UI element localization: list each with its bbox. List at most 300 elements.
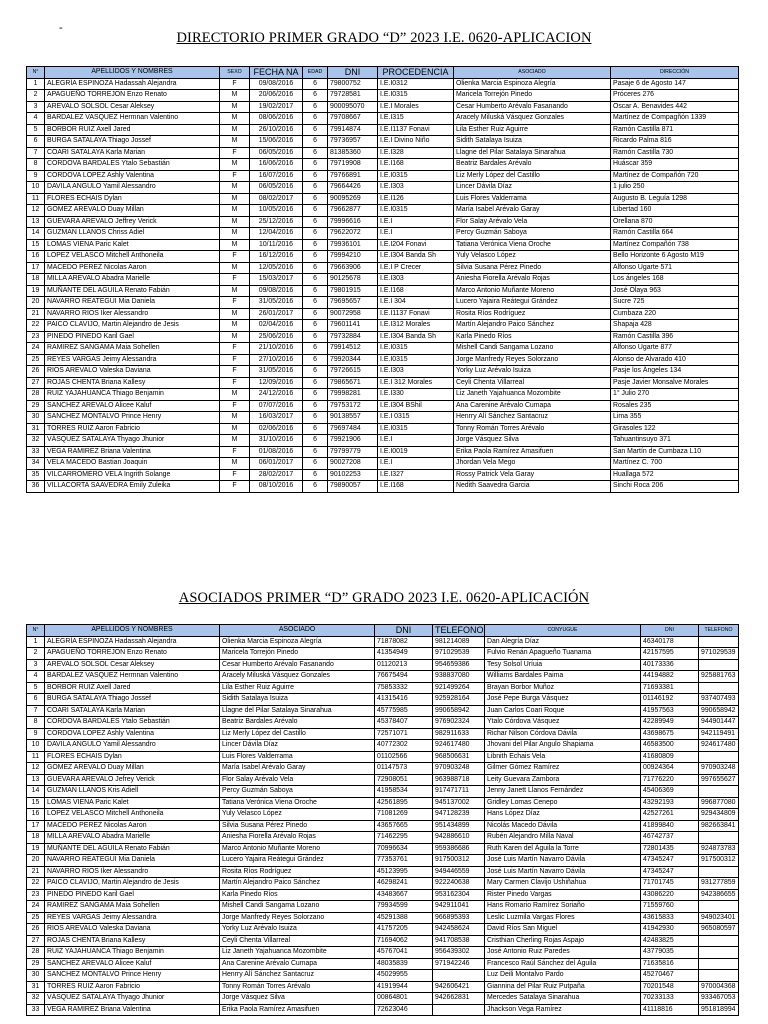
cell-address: 1° Julio 270 bbox=[611, 389, 739, 401]
cell-number: 27 bbox=[27, 935, 45, 947]
table-row bbox=[27, 648, 739, 660]
table-row bbox=[27, 636, 739, 648]
cell-associate: Silvia Susana Pérez Pinedo bbox=[220, 820, 375, 832]
cell-associate: Aniesha Fiorella Arévalo Rojas bbox=[454, 274, 611, 286]
cell-associate-phone: 942886610 bbox=[433, 832, 485, 844]
cell-number: 26 bbox=[27, 366, 45, 378]
cell-student-name: VÁSQUEZ SATALAYA Thyago Jhunior bbox=[45, 435, 220, 447]
cell-associate: María Isabel Arévalo Garay bbox=[454, 205, 611, 217]
cell-student-name: FLORES ECHAIS Dylan bbox=[45, 193, 220, 205]
cell-spouse-phone: 933467053 bbox=[699, 993, 739, 1005]
cell-origin: I.E.I1137 Fonavi bbox=[378, 124, 454, 136]
cell-associate: Ana Carenine Arévalo Cumapa bbox=[454, 400, 611, 412]
cell-sex: F bbox=[220, 400, 250, 412]
table-row bbox=[27, 694, 739, 706]
cell-number: 32 bbox=[27, 435, 45, 447]
cell-spouse-phone bbox=[699, 935, 739, 947]
cell-student-name: CORDOVA LOPEZ Ashly Valentina bbox=[45, 728, 220, 740]
cell-student-name: GÓMEZ AREVALO Duay Millan bbox=[45, 205, 220, 217]
cell-sex: M bbox=[220, 193, 250, 205]
cell-associate: Liz Janeth Yajahuanca Mozombite bbox=[454, 389, 611, 401]
cell-spouse: Jenny Janett Llanos Fernández bbox=[485, 786, 641, 798]
cell-dni: 79920344 bbox=[328, 354, 378, 366]
cell-age: 6 bbox=[303, 159, 328, 171]
cell-associate-phone: 925928164 bbox=[433, 694, 485, 706]
cell-student-name: RAMIREZ SANGAMA Maia Sohellen bbox=[45, 343, 220, 355]
table-row bbox=[27, 774, 739, 786]
cell-associate-dni: 75853332 bbox=[375, 682, 433, 694]
cell-dni: 79695657 bbox=[328, 297, 378, 309]
cell-spouse-dni: 44194882 bbox=[641, 671, 699, 683]
cell-student-name: GÓMEZ AREVALO Duay Millan bbox=[45, 763, 220, 775]
col-spouse-phone: TELEFONO bbox=[699, 625, 739, 637]
cell-student-name: BURGA SATALAYA Thiago Jossef bbox=[45, 694, 220, 706]
cell-associate-dni: 01147573 bbox=[375, 763, 433, 775]
cell-dni: 79753172 bbox=[328, 400, 378, 412]
table-row bbox=[27, 412, 739, 424]
cell-number: 36 bbox=[27, 481, 45, 493]
cell-number: 21 bbox=[27, 866, 45, 878]
cell-spouse-dni: 46742737 bbox=[641, 832, 699, 844]
cell-origin: I.E.I bbox=[378, 458, 454, 470]
cell-origin: I.E.I327 bbox=[378, 469, 454, 481]
cell-number: 31 bbox=[27, 981, 45, 993]
cell-age: 6 bbox=[303, 262, 328, 274]
cell-age: 6 bbox=[303, 124, 328, 136]
cell-number: 19 bbox=[27, 843, 45, 855]
table-row bbox=[27, 912, 739, 924]
cell-associate: Flor Salay Arévalo Vela bbox=[454, 216, 611, 228]
table-row bbox=[27, 935, 739, 947]
cell-associate-phone: 949446559 bbox=[433, 866, 485, 878]
cell-address: Tahuantinsuyo 371 bbox=[611, 435, 739, 447]
cell-associate-dni: 46298241 bbox=[375, 878, 433, 890]
cell-address: Martínez de Compañón 720 bbox=[611, 170, 739, 182]
cell-spouse-phone: 970903248 bbox=[699, 763, 739, 775]
cell-number: 8 bbox=[27, 159, 45, 171]
table-row bbox=[27, 205, 739, 217]
cell-birth-date: 10/11/2016 bbox=[250, 239, 303, 251]
cell-origin: I.E.I168 bbox=[378, 159, 454, 171]
cell-spouse: José Pepe Burga Vásquez bbox=[485, 694, 641, 706]
cell-spouse-phone bbox=[699, 786, 739, 798]
cell-number: 32 bbox=[27, 993, 45, 1005]
cell-associate-phone: 921499264 bbox=[433, 682, 485, 694]
cell-spouse-phone bbox=[699, 901, 739, 913]
cell-origin: I.E.I0315 bbox=[378, 423, 454, 435]
cell-origin: I.E.I Divino Niño bbox=[378, 136, 454, 148]
cell-associate: Jorge Vásquez Silva bbox=[454, 435, 611, 447]
cell-associate: Yuly Velasco López bbox=[220, 809, 375, 821]
table-row bbox=[27, 400, 739, 412]
cell-associate: Jorge Manfredy Reyes Solorzano bbox=[454, 354, 611, 366]
col-dni: DNI bbox=[328, 67, 378, 79]
cell-dni: 79799779 bbox=[328, 446, 378, 458]
cell-origin: I.E.I303 bbox=[378, 366, 454, 378]
cell-spouse-phone: 931277859 bbox=[699, 878, 739, 890]
cell-associate-phone: 942911041 bbox=[433, 901, 485, 913]
table-row bbox=[27, 924, 739, 936]
cell-associate: Lucero Yajaira Reátegui Grández bbox=[454, 297, 611, 309]
cell-spouse-dni: 43292193 bbox=[641, 797, 699, 809]
cell-origin: I.E.I0315 bbox=[378, 343, 454, 355]
cell-number: 18 bbox=[27, 832, 45, 844]
cell-age: 6 bbox=[303, 101, 328, 113]
cell-dni: 79801915 bbox=[328, 285, 378, 297]
cell-address: Ricardo Palma 816 bbox=[611, 136, 739, 148]
cell-number: 28 bbox=[27, 947, 45, 959]
table-row bbox=[27, 331, 739, 343]
cell-spouse-phone: 942119491 bbox=[699, 728, 739, 740]
cell-spouse-phone: 951818994 bbox=[699, 1004, 739, 1016]
cell-associate: María Isabel Arévalo Garay bbox=[220, 763, 375, 775]
col-origin: PROCEDENCIA bbox=[378, 67, 454, 79]
cell-spouse: Richar Nilson Córdova Dávila bbox=[485, 728, 641, 740]
cell-student-name: GUZMAN LLANOS Chriss Adiel bbox=[45, 228, 220, 240]
table-row bbox=[27, 159, 739, 171]
cell-student-name: DAVILA ANGULO Yamil Alessandro bbox=[45, 182, 220, 194]
cell-dni: 79728581 bbox=[328, 90, 378, 102]
cell-associate-dni: 43483667 bbox=[375, 889, 433, 901]
associates-header-row bbox=[27, 625, 739, 637]
cell-student-name: SANCHEZ MONTALVO Prince Henry bbox=[45, 970, 220, 982]
cell-number: 10 bbox=[27, 740, 45, 752]
cell-student-name: NAVARRO REATEGUI Mia Daniela bbox=[45, 297, 220, 309]
cell-number: 1 bbox=[27, 78, 45, 90]
cell-address: San Martín de Cumbaza L10 bbox=[611, 446, 739, 458]
cell-student-name: COARI SATALAYA Karla Marian bbox=[45, 705, 220, 717]
cell-associate: Aniesha Fiorella Arévalo Rojas bbox=[220, 832, 375, 844]
cell-spouse: Gilmer Gómez Ramírez bbox=[485, 763, 641, 775]
cell-student-name: VILCARROMERO VELA Ingrith Solange bbox=[45, 469, 220, 481]
cell-spouse-dni: 71693381 bbox=[641, 682, 699, 694]
cell-spouse-dni: 01146192 bbox=[641, 694, 699, 706]
cell-spouse: Cristhian Cherling Rojas Aspajo bbox=[485, 935, 641, 947]
cell-student-name: TORRES RUIZ Aaron Fabricio bbox=[45, 423, 220, 435]
cell-address: Próceres 276 bbox=[611, 90, 739, 102]
cell-associate-phone: 945137002 bbox=[433, 797, 485, 809]
cell-spouse: Leslic Luzmila Vargas Flores bbox=[485, 912, 641, 924]
cell-address: Huallaga 572 bbox=[611, 469, 739, 481]
cell-student-name: MACEDO PEREZ Nicolas Aaron bbox=[45, 262, 220, 274]
cell-student-name: DAVILA ANGULO Yamil Alessandro bbox=[45, 740, 220, 752]
cell-associate-phone: 942662831 bbox=[433, 993, 485, 1005]
cell-sex: F bbox=[220, 78, 250, 90]
cell-spouse: Gridley Lomas Cenepo bbox=[485, 797, 641, 809]
cell-spouse-dni: 45270467 bbox=[641, 970, 699, 982]
cell-spouse-phone: 917500312 bbox=[699, 855, 739, 867]
col-birth-date: FECHA NA bbox=[250, 67, 303, 79]
cell-sex: M bbox=[220, 435, 250, 447]
cell-student-name: ROJAS CHENTA Briana Kallesy bbox=[45, 377, 220, 389]
cell-origin: I.E.I1137 Fonavi bbox=[378, 308, 454, 320]
cell-number: 7 bbox=[27, 705, 45, 717]
associates-title: ASOCIADOS PRIMER “D” GRADO 2023 I.E. 0620-APLICACIÓN bbox=[178, 590, 590, 606]
table-row bbox=[27, 469, 739, 481]
cell-number: 4 bbox=[27, 671, 45, 683]
table-row bbox=[27, 228, 739, 240]
cell-number: 20 bbox=[27, 297, 45, 309]
cell-sex: F bbox=[220, 354, 250, 366]
cell-number: 4 bbox=[27, 113, 45, 125]
cell-spouse-dni: 45406369 bbox=[641, 786, 699, 798]
cell-associate: Henrry Alí Sánchez Santacruz bbox=[220, 970, 375, 982]
cell-dni: 79663906 bbox=[328, 262, 378, 274]
cell-birth-date: 06/05/2016 bbox=[250, 147, 303, 159]
cell-student-name: REYES VARGAS Jeimy Alessandra bbox=[45, 354, 220, 366]
table-row bbox=[27, 671, 739, 683]
cell-student-name: AREVALO SOLSOL Cesar Aleksey bbox=[45, 101, 220, 113]
cell-spouse-phone bbox=[699, 659, 739, 671]
cell-sex: M bbox=[220, 331, 250, 343]
cell-birth-date: 12/05/2016 bbox=[250, 262, 303, 274]
cell-number: 16 bbox=[27, 809, 45, 821]
cell-spouse-dni: 42527261 bbox=[641, 809, 699, 821]
table-row bbox=[27, 786, 739, 798]
cell-student-name: GUZMAN LLANOS Kris Adiell bbox=[45, 786, 220, 798]
table-row bbox=[27, 124, 739, 136]
table-row bbox=[27, 717, 739, 729]
table-row bbox=[27, 832, 739, 844]
cell-spouse-dni: 47345247 bbox=[641, 866, 699, 878]
cell-associate: Llagne del Pilar Satalaya Sinarahua bbox=[220, 705, 375, 717]
cell-sex: F bbox=[220, 147, 250, 159]
cell-dni: 79994210 bbox=[328, 251, 378, 263]
cell-spouse-phone: 949023401 bbox=[699, 912, 739, 924]
cell-age: 6 bbox=[303, 239, 328, 251]
cell-spouse: Hans Romario Ramírez Soriaño bbox=[485, 901, 641, 913]
cell-spouse-dni: 42157595 bbox=[641, 648, 699, 660]
cell-origin: I.E.I315 bbox=[378, 113, 454, 125]
cell-student-name: ALEGRÍA ESPINOZA Hadassah Alejandra bbox=[45, 636, 220, 648]
cell-age: 6 bbox=[303, 481, 328, 493]
cell-birth-date: 10/05/2016 bbox=[250, 205, 303, 217]
cell-origin: I.E.I126 bbox=[378, 193, 454, 205]
cell-number: 31 bbox=[27, 423, 45, 435]
cell-number: 23 bbox=[27, 889, 45, 901]
cell-spouse: José Luis Martín Navarro Dávila bbox=[485, 866, 641, 878]
cell-address: José Olaya 963 bbox=[611, 285, 739, 297]
cell-spouse-phone bbox=[699, 947, 739, 959]
cell-spouse-dni: 43086220 bbox=[641, 889, 699, 901]
cell-associate-dni: 79934599 bbox=[375, 901, 433, 913]
cell-age: 6 bbox=[303, 205, 328, 217]
cell-number: 13 bbox=[27, 774, 45, 786]
cell-address: 1 julio 250 bbox=[611, 182, 739, 194]
table-row bbox=[27, 320, 739, 332]
cell-address: Martínez de Compagñón 1339 bbox=[611, 113, 739, 125]
cell-associate: Jorge Vásquez Silva bbox=[220, 993, 375, 1005]
cell-number: 33 bbox=[27, 1004, 45, 1016]
cell-birth-date: 09/08/2016 bbox=[250, 285, 303, 297]
cell-sex: M bbox=[220, 90, 250, 102]
col-student-name: APELLIDOS Y NOMBRES bbox=[45, 67, 220, 79]
cell-origin: I.E.I Morales bbox=[378, 101, 454, 113]
cell-spouse-phone: 965080597 bbox=[699, 924, 739, 936]
cell-dni: 90027208 bbox=[328, 458, 378, 470]
cell-associate-dni: 71694062 bbox=[375, 935, 433, 947]
cell-dni: 79996616 bbox=[328, 216, 378, 228]
cell-number: 10 bbox=[27, 182, 45, 194]
cell-number: 11 bbox=[27, 751, 45, 763]
cell-associate: Olienka Marcia Espinoza Alegría bbox=[220, 636, 375, 648]
cell-student-name: VILLACORTA SAAVEDRA Emily Zuleika bbox=[45, 481, 220, 493]
cell-address: Oscar A. Benavides 442 bbox=[611, 101, 739, 113]
cell-birth-date: 01/08/2016 bbox=[250, 446, 303, 458]
cell-birth-date: 16/03/2017 bbox=[250, 412, 303, 424]
cell-spouse-dni: 43779035 bbox=[641, 947, 699, 959]
cell-age: 6 bbox=[303, 423, 328, 435]
cell-birth-date: 12/04/2016 bbox=[250, 228, 303, 240]
cell-birth-date: 08/06/2016 bbox=[250, 113, 303, 125]
cell-spouse: Dan Alegría Díaz bbox=[485, 636, 641, 648]
cell-age: 6 bbox=[303, 331, 328, 343]
cell-student-name: RIOS AREVALO Valeska Daviana bbox=[45, 366, 220, 378]
table-row bbox=[27, 797, 739, 809]
cell-number: 22 bbox=[27, 878, 45, 890]
cell-spouse: Giannina del Pilar Ruiz Putpaña bbox=[485, 981, 641, 993]
col-number: N° bbox=[27, 67, 45, 79]
cell-origin: I.E.I303 bbox=[378, 182, 454, 194]
cell-address: Martínez C. 700 bbox=[611, 458, 739, 470]
cell-sex: F bbox=[220, 274, 250, 286]
col-age: EDAD bbox=[303, 67, 328, 79]
cell-spouse-phone: 924873783 bbox=[699, 843, 739, 855]
cell-spouse: Jhackson Vega Ramírez bbox=[485, 1004, 641, 1016]
cell-student-name: RUIZ YAJAHUANCA Thiago Benjamin bbox=[45, 947, 220, 959]
cell-age: 6 bbox=[303, 228, 328, 240]
cell-student-name: SANCHEZ AREVALO Alicee Kaluf bbox=[45, 958, 220, 970]
table-row bbox=[27, 297, 739, 309]
cell-student-name: BURGA SATALAYA Thiago Jossef bbox=[45, 136, 220, 148]
cell-associate: Luis Flores Valderrama bbox=[454, 193, 611, 205]
cell-associate-phone: 968506631 bbox=[433, 751, 485, 763]
col-student-name: APELLIDOS Y NOMBRES bbox=[45, 625, 220, 637]
cell-associate: Rosita Ríos Rodríguez bbox=[220, 866, 375, 878]
cell-spouse-phone: 925881763 bbox=[699, 671, 739, 683]
cell-birth-date: 25/12/2016 bbox=[250, 216, 303, 228]
table-row bbox=[27, 136, 739, 148]
cell-sex: M bbox=[220, 101, 250, 113]
cell-associate: Rosita Ríos Rodríguez bbox=[454, 308, 611, 320]
cell-number: 12 bbox=[27, 205, 45, 217]
cell-student-name: COARI SATALAYA Karla Marian bbox=[45, 147, 220, 159]
cell-address: Rosales 235 bbox=[611, 400, 739, 412]
cell-associate: Nedith Saavedra Garcia bbox=[454, 481, 611, 493]
cell-number: 14 bbox=[27, 786, 45, 798]
cell-age: 6 bbox=[303, 182, 328, 194]
cell-age: 6 bbox=[303, 193, 328, 205]
cell-student-name: CORDOVA BARDALES Ytalo Sebastián bbox=[45, 159, 220, 171]
cell-student-name: APAGUEÑO TORREJON Enzo Renato bbox=[45, 90, 220, 102]
cell-spouse-dni: 41957563 bbox=[641, 705, 699, 717]
cell-birth-date: 12/09/2016 bbox=[250, 377, 303, 389]
table-row bbox=[27, 705, 739, 717]
cell-number: 17 bbox=[27, 820, 45, 832]
cell-origin: I.E.I304 BShil bbox=[378, 400, 454, 412]
cell-sex: M bbox=[220, 216, 250, 228]
cell-sex: M bbox=[220, 136, 250, 148]
cell-dni: 79726615 bbox=[328, 366, 378, 378]
cell-associate-phone: 959386686 bbox=[433, 843, 485, 855]
cell-age: 6 bbox=[303, 458, 328, 470]
table-row bbox=[27, 262, 739, 274]
table-row bbox=[27, 274, 739, 286]
cell-student-name: REYES VARGAS Jeimy Alessandra bbox=[45, 912, 220, 924]
cell-age: 6 bbox=[303, 320, 328, 332]
cell-sex: M bbox=[220, 205, 250, 217]
cell-spouse-phone: 924617480 bbox=[699, 740, 739, 752]
cell-dni: 79719908 bbox=[328, 159, 378, 171]
cell-birth-date: 02/04/2016 bbox=[250, 320, 303, 332]
cell-birth-date: 06/01/2017 bbox=[250, 458, 303, 470]
cell-address: Alfonso Ugarte 571 bbox=[611, 262, 739, 274]
cell-number: 3 bbox=[27, 659, 45, 671]
cell-associate: Karla Pinedo Ríos bbox=[454, 331, 611, 343]
cell-associate: Tonny Román Torres Arévalo bbox=[454, 423, 611, 435]
cell-spouse-phone bbox=[699, 866, 739, 878]
cell-sex: M bbox=[220, 308, 250, 320]
associates-table bbox=[26, 624, 739, 1016]
cell-associate: Liz Merly López del Castillo bbox=[454, 170, 611, 182]
cell-spouse-dni: 46583500 bbox=[641, 740, 699, 752]
cell-spouse-dni: 71776220 bbox=[641, 774, 699, 786]
cell-dni: 79921906 bbox=[328, 435, 378, 447]
cell-student-name: CORDOVA LOPEZ Ashly Valentina bbox=[45, 170, 220, 182]
cell-associate: Marco Antonio Muñante Moreno bbox=[220, 843, 375, 855]
cell-associate: Cesar Humberto Arévalo Fasanando bbox=[454, 101, 611, 113]
cell-associate-phone: 970903248 bbox=[433, 763, 485, 775]
cell-address: Bello Horizonte 6 Agosto M19 bbox=[611, 251, 739, 263]
cell-spouse-phone: 990658942 bbox=[699, 705, 739, 717]
cell-origin: I.E.I bbox=[378, 228, 454, 240]
cell-address: Pasje Javier Monsalve Morales bbox=[611, 377, 739, 389]
table-row bbox=[27, 170, 739, 182]
cell-associate-dni: 41757205 bbox=[375, 924, 433, 936]
cell-student-name: LOPEZ VELASCO Mitchell Anthoneila bbox=[45, 809, 220, 821]
cell-address: Cumbaza 220 bbox=[611, 308, 739, 320]
cell-associate-phone: 938837080 bbox=[433, 671, 485, 683]
cell-birth-date: 26/10/2016 bbox=[250, 124, 303, 136]
cell-associate: Liz Merly López del Castillo bbox=[220, 728, 375, 740]
cell-associate: Yuly Velasco López bbox=[454, 251, 611, 263]
cell-number: 20 bbox=[27, 855, 45, 867]
table-row bbox=[27, 308, 739, 320]
cell-associate-dni: 71462295 bbox=[375, 832, 433, 844]
cell-spouse-phone: 929434809 bbox=[699, 809, 739, 821]
cell-dni: 79697484 bbox=[328, 423, 378, 435]
cell-spouse: Rubén Alejandro Milla Naval bbox=[485, 832, 641, 844]
cell-associate: Aracely Miluská Vásquez Gonzales bbox=[454, 113, 611, 125]
table-row bbox=[27, 366, 739, 378]
cell-spouse-dni: 41942930 bbox=[641, 924, 699, 936]
cell-address: Ramón Castilla 664 bbox=[611, 228, 739, 240]
cell-associate-phone: 953162304 bbox=[433, 889, 485, 901]
cell-origin: I.E.I0312 bbox=[378, 78, 454, 90]
cell-dni: 90072958 bbox=[328, 308, 378, 320]
cell-age: 6 bbox=[303, 366, 328, 378]
table-row bbox=[27, 740, 739, 752]
cell-associate: Aracely Miluská Vásquez Gonzales bbox=[220, 671, 375, 683]
table-row bbox=[27, 878, 739, 890]
cell-origin: I.E.I 0315 bbox=[378, 412, 454, 424]
cell-number: 6 bbox=[27, 694, 45, 706]
cell-student-name: BARDALEZ VASQUEZ Hermnan Valentino bbox=[45, 671, 220, 683]
table-row bbox=[27, 763, 739, 775]
cell-number: 25 bbox=[27, 912, 45, 924]
directory-title: DIRECTORIO PRIMER GRADO “D” 2023 I.E. 0620-APLICACION bbox=[176, 30, 592, 46]
cell-birth-date: 27/10/2016 bbox=[250, 354, 303, 366]
